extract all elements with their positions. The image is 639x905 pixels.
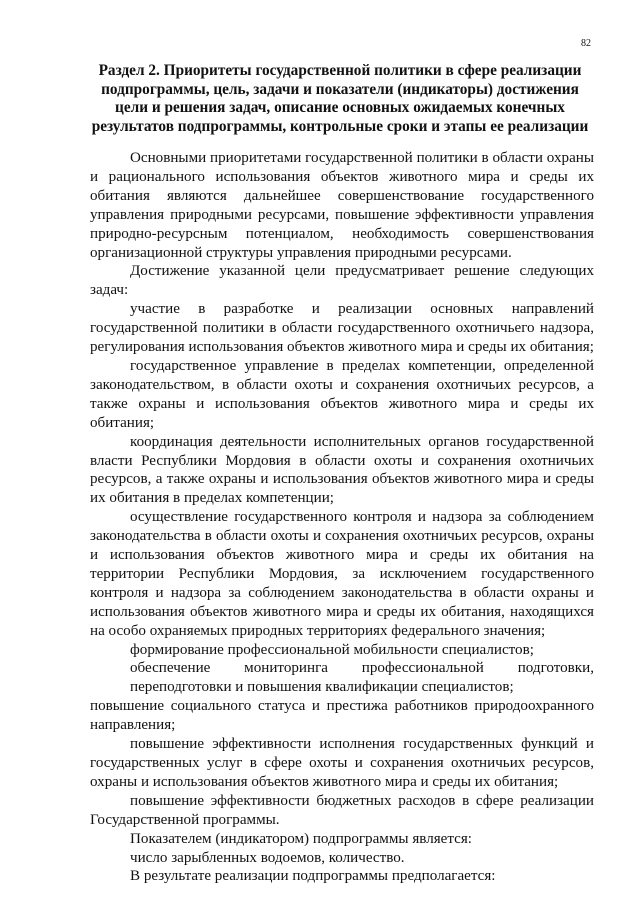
- paragraph: Основными приоритетами государственной политики в области охраны и рационального использования объектов животного мира и среды их обитания являются дальнейшее совершенствование государственного управления природными ресурсами, повышение эффективности управления природно-ресурсным потенциалом, необходимость совершенствования организационной структуры управления природными ресурсами.: [90, 150, 594, 261]
- list-item: формирование профессиональной мобильности специалистов;: [130, 641, 534, 658]
- list-item-continuation: переподготовки и повышения квалификации специалистов;: [130, 679, 514, 696]
- list-item: повышение эффективности бюджетных расходов в сфере реализации Государственной программы.: [90, 792, 594, 828]
- list-item: обеспечение мониторинга профессиональной подготовки,: [130, 660, 594, 677]
- section-heading-line: цели и решения задач, описание основных ожидаемых конечных: [115, 99, 565, 117]
- page-number: 82: [581, 38, 591, 49]
- list-item: повышение эффективности исполнения государственных функций и государственных услуг в сфере охоты и сохранения охотничьих ресурсов, охраны и использования объектов животного мира и среды их обитания;: [90, 736, 594, 790]
- paragraph: В результате реализации подпрограммы предполагается:: [130, 868, 496, 885]
- list-item: участие в разработке и реализации основных направлений государственной политики в области государственного охотничьего надзора, регулирования использования объектов животного мира и среды их обитания;: [90, 301, 594, 356]
- section-heading-line: подпрограммы, цель, задачи и показатели (индикаторы) достижения: [101, 80, 579, 98]
- paragraph: Показателем (индикатором) подпрограммы является:: [130, 830, 472, 847]
- list-item: осуществление государственного контроля и надзора за соблюдением законодательства в области охоты и сохранения охотничьих ресурсов, охраны и использования объектов животного мира и среды их обитания на территории Республики Мордовия, за исключением государственного контроля и надзора за соблюдением законодательства в области охраны и использования объектов животного мира и среды их обитания, находящихся на особо охраняемых природных территориях федерального значения;: [90, 509, 594, 639]
- section-heading-line: Раздел 2. Приоритеты государственной политики в сфере реализации: [98, 62, 582, 79]
- section-heading: [90, 62, 590, 136]
- body-text: [90, 149, 594, 886]
- list-item: число зарыбленных водоемов, количество.: [130, 849, 405, 866]
- list-item: повышение социального статуса и престижа работников природоохранного направления;: [90, 698, 594, 734]
- section-heading-line: результатов подпрограммы, контрольные сроки и этапы ее реализации: [91, 117, 589, 135]
- list-item: государственное управление в пределах компетенции, определенной законодательством, в области охоты и сохранения охотничьих ресурсов, а также охраны и использования объектов животного мира и среды их обитания;: [90, 357, 594, 431]
- list-item: координация деятельности исполнительных органов государственной власти Республики Мордовия в области охоты и сохранения охотничьих ресурсов, а также охраны и использования объектов животного мира и среды их обитания в пределах компетенции;: [90, 433, 594, 507]
- paragraph: Достижение указанной цели предусматривает решение следующих задач:: [90, 263, 594, 299]
